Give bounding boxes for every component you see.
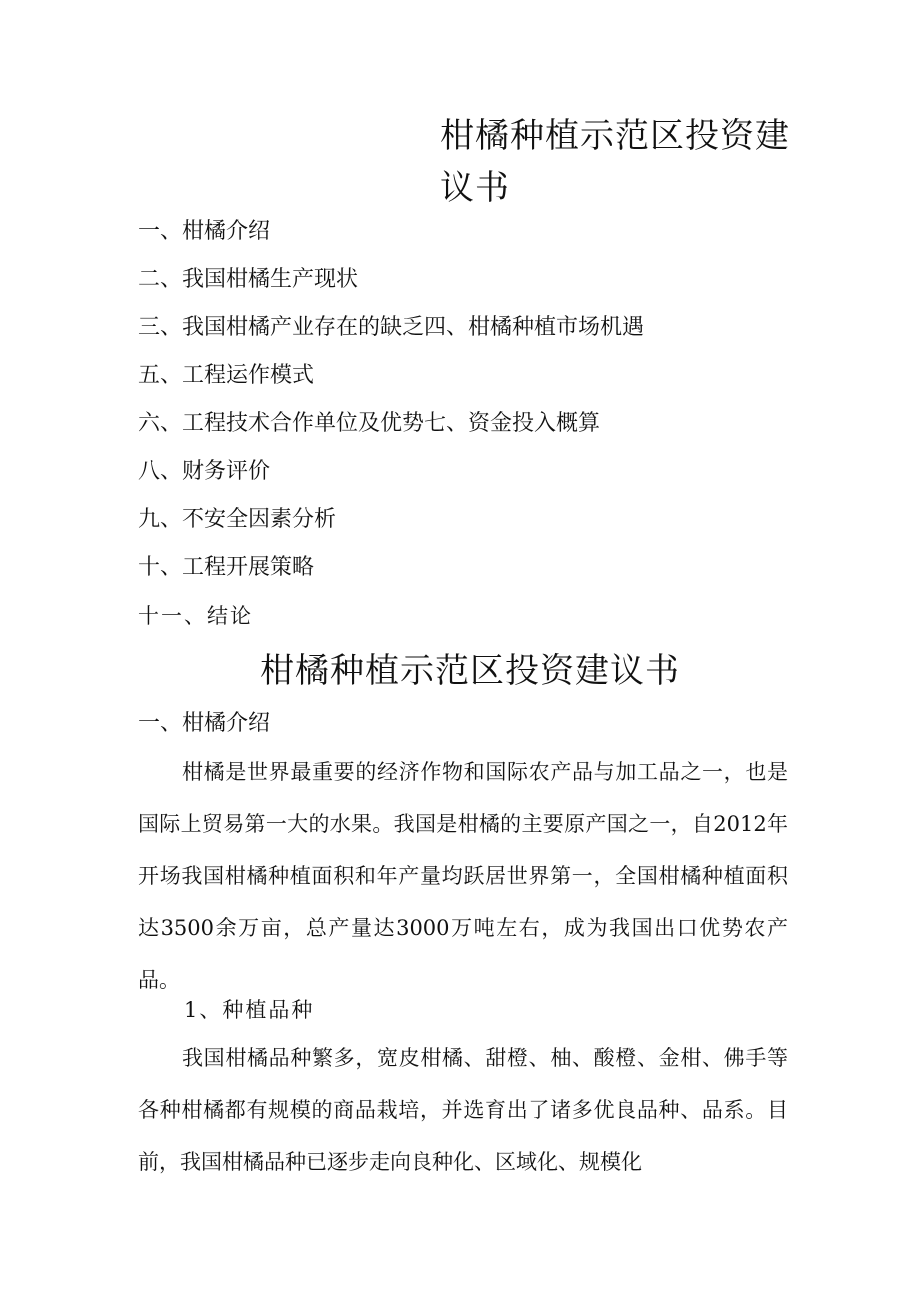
document-title: 柑橘种植示范区投资建议书 (260, 651, 680, 691)
paragraph: 我国柑橘品种繁多，宽皮柑橘、甜橙、柚、酸橙、金柑、佛手等各种柑橘都有规模的商品栽培，并选育出了诸多优良品种、品系。目前，我国柑橘品种已逐步走向良种化、区域化、规模化 (138, 1046, 788, 1174)
table-of-contents (138, 212, 838, 644)
toc-item: 二、我国柑橘生产现状 (138, 267, 359, 292)
toc-item: 十一、结论 (138, 604, 253, 628)
toc-item: 八、财务评价 (138, 459, 271, 484)
toc-item: 六、工程技术合作单位及优势七、资金投入概算 (138, 411, 601, 436)
toc-item: 九、不安全因素分析 (138, 507, 337, 532)
paragraph: 柑橘是世界最重要的经济作物和国际农产品与加工品之一，也是国际上贸易第一大的水果。我国是柑橘的主要原产国之一，自2012年开场我国柑橘种植面积和年产量均跃居世界第一，全国柑橘种植面积达3500余万亩，总产量达3000万吨左右，成为我国出口优势农产品。 (138, 760, 788, 992)
subsection-heading: 1、种植品种 (184, 998, 315, 1022)
toc-item: 三、我国柑橘产业存在的缺乏四、柑橘种植市场机遇 (138, 315, 645, 340)
toc-item: 一、柑橘介绍 (138, 219, 271, 244)
cover-title: 柑橘种植示范区投资建议书 (440, 116, 790, 208)
toc-item: 十、工程开展策略 (138, 555, 315, 580)
section-heading: 一、柑橘介绍 (138, 711, 271, 736)
toc-item: 五、工程运作模式 (138, 363, 315, 388)
